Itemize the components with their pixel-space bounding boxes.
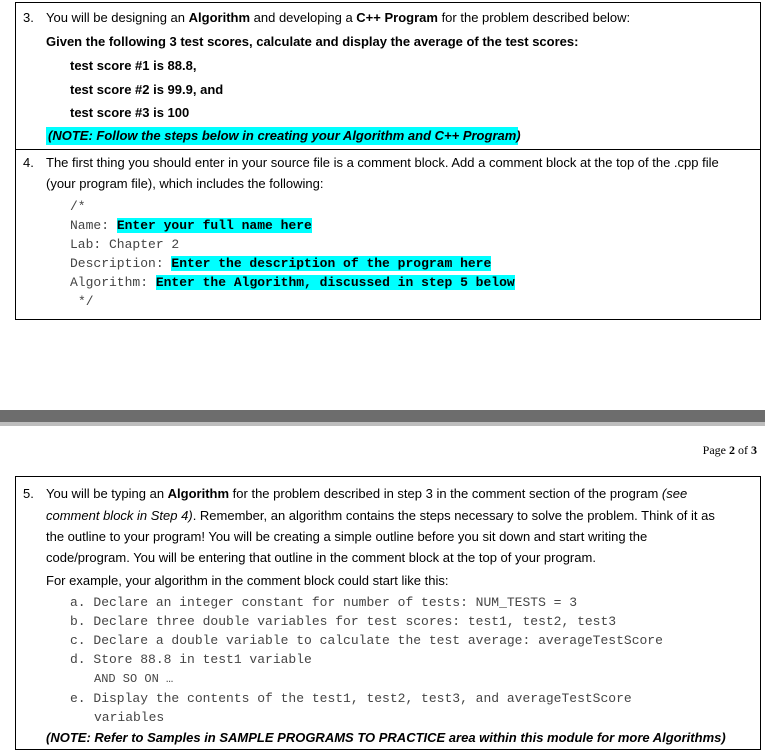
algo-item-e: e. Display the contents of the test1, test2, test3, and averageTestScore	[70, 691, 632, 706]
step3-note: (NOTE: Follow the steps below in creating your Algorithm and C++ Program)	[48, 128, 521, 143]
step5-note: (NOTE: Refer to Samples in SAMPLE PROGRAMS TO PRACTICE area within this module for more Algorithms)	[46, 730, 726, 745]
step4-line2: (your program file), which includes the following:	[46, 176, 324, 191]
score-1: test score #1 is 88.8,	[70, 58, 197, 73]
comment-open: /*	[70, 199, 86, 214]
comment-description-line: Description: Enter the description of the program here	[70, 256, 492, 271]
step5-line4: code/program. You will be entering that outline in the comment block at the top of your program.	[46, 550, 596, 565]
algo-and-so-on: AND SO ON …	[94, 672, 174, 686]
step4-line1: The first thing you should enter in your source file is a comment block. Add a comment block at the top of the .cpp file	[46, 155, 719, 170]
score-3: test score #3 is 100	[70, 105, 190, 120]
step5-line3: the outline to your program! You will be creating a simple outline before you sit down and start writing the	[46, 529, 648, 544]
step5-number: 5.	[23, 486, 34, 501]
step3-given: Given the following 3 test scores, calculate and display the average of the test scores:	[46, 34, 579, 49]
algo-item-b: b. Declare three double variables for test scores: test1, test2, test3	[70, 614, 617, 629]
table-row-divider	[16, 149, 760, 150]
page-break-light	[0, 422, 765, 426]
comment-close: */	[78, 294, 94, 309]
step5-example: For example, your algorithm in the comment block could start like this:	[46, 573, 449, 588]
algo-item-c: c. Declare a double variable to calculate the test average: averageTestScore	[70, 633, 663, 648]
step4-number: 4.	[23, 155, 34, 170]
comment-lab-line: Lab: Chapter 2	[70, 237, 180, 252]
score-2: test score #2 is 99.9, and	[70, 82, 224, 97]
step-5-table	[15, 476, 761, 750]
step3-intro: You will be designing an Algorithm and developing a C++ Program for the problem described below:	[46, 10, 631, 25]
step5-line1: You will be typing an Algorithm for the problem described in step 3 in the comment section of the program (see	[46, 486, 688, 501]
step3-number: 3.	[23, 10, 34, 25]
page-break-gray	[0, 410, 765, 422]
algo-item-a: a. Declare an integer constant for number of tests: NUM_TESTS = 3	[70, 595, 578, 610]
comment-algorithm-line: Algorithm: Enter the Algorithm, discussed in step 5 below	[70, 275, 515, 290]
steps-3-4-table	[15, 2, 761, 320]
page-number: Page 2 of 3	[702, 443, 757, 457]
algo-item-e-cont: variables	[94, 710, 165, 725]
algo-item-d: d. Store 88.8 in test1 variable	[70, 652, 312, 667]
step5-line2: comment block in Step 4). Remember, an algorithm contains the steps necessary to solve the problem. Think of it as	[46, 508, 715, 523]
comment-name-line: Name: Enter your full name here	[70, 218, 312, 233]
